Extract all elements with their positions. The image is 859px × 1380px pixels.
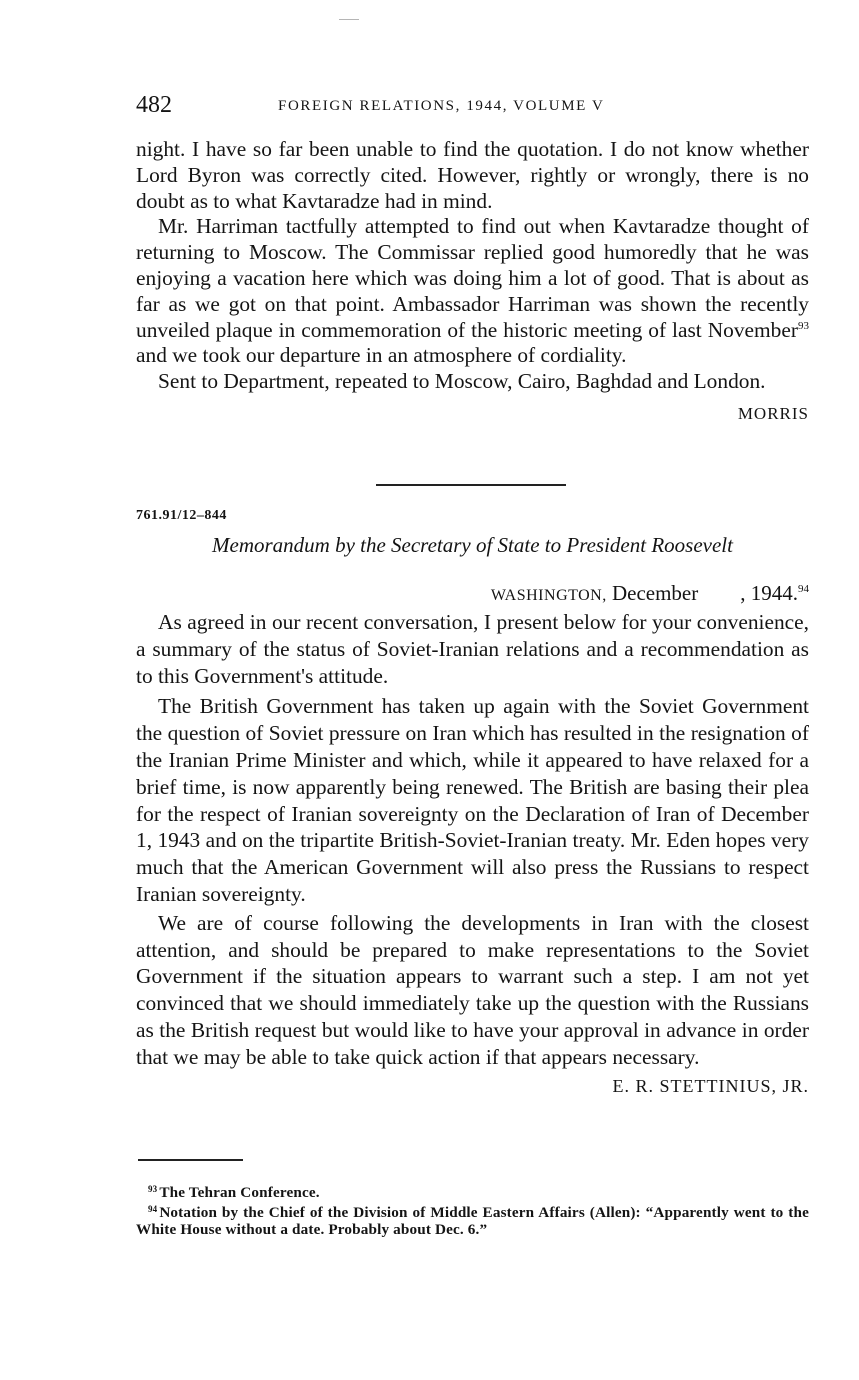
footnote-text-93: The Tehran Conference.	[159, 1184, 320, 1201]
memo-paragraph-1: As agreed in our recent conversation, I present below for your convenience, a summary of the status of Soviet-Iranian relations and a recommendation as to this Government's attitude.	[136, 610, 809, 688]
footnotes	[136, 1181, 809, 1238]
footnote-ref-93: 93	[798, 319, 809, 332]
footnote-rule	[138, 1159, 243, 1161]
document-title: Memorandum by the Secretary of State to President Roosevelt	[212, 533, 733, 557]
footnote-marker-93: 93	[148, 1184, 158, 1194]
footnote-93	[136, 1181, 809, 1201]
file-number: 761.91/12–844	[136, 508, 227, 523]
signature-stettinius: E. R. STETTINIUS, JR.	[612, 1075, 809, 1096]
continued-paragraph-3: Sent to Department, repeated to Moscow, Cairo, Baghdad and London.	[158, 369, 766, 394]
continued-paragraph-2-tail: and we took our departure in an atmosphere of cordiality.	[136, 343, 627, 368]
running-head: FOREIGN RELATIONS, 1944, VOLUME V	[278, 98, 605, 114]
continued-paragraph-1: night. I have so far been unable to find the quotation. I do not know whether Lord Byron was correctly cited. However, rightly or wrongly, there is no doubt as to what Kavtaradze had in mind.	[136, 137, 809, 213]
continued-paragraph-2	[136, 214, 809, 369]
memo-paragraph-2: The British Government has taken up again with the Soviet Government the question of Soviet pressure on Iran which has resulted in the resignation of the Iranian Prime Minister and which, while it appeared to have relaxed for a brief time, is now apparently being renewed. The British are basing their plea for the respect of Iranian sovereignty on the Declaration of Iran of December 1, 1943 and on the tripartite British-Soviet-Iranian treaty. Mr. Eden hopes very much that the American Government will also press the Russians to respect Iranian sovereignty.	[136, 694, 809, 906]
dateline	[136, 581, 809, 606]
dateline-date: December , 1944.	[611, 581, 798, 605]
footnote-marker-94: 94	[148, 1204, 158, 1214]
continued-paragraph-2-text: Mr. Harriman tactfully attempted to find out when Kavtaradze thought of returning to Moscow. The Commissar replied good humoredly that he was enjoying a vacation here which was doing him a lot of good. That is about as far as we got on that point. Ambassador Harriman was shown the recently unveiled plaque in commemoration of the historic meeting of last November	[136, 214, 809, 342]
footnote-94	[136, 1201, 809, 1238]
section-divider	[376, 484, 566, 486]
dateline-place: WASHINGTON,	[490, 587, 607, 604]
memo-paragraph-3: We are of course following the developments in Iran with the closest attention, and should be prepared to make representations to the Soviet Government if the situation appears to warrant such a step. I am not yet convinced that we should immediately take up the question with the Russians as the British request but would like to have your approval in advance in order that we may be able to take quick action if that appears necessary.	[136, 910, 809, 1069]
page-header	[136, 92, 809, 120]
continued-text	[136, 137, 809, 427]
signature-morris: MORRIS	[737, 403, 809, 423]
footnote-text-94: Notation by the Chief of the Division of Middle Eastern Affairs (Allen): “Apparently went to the White House without a date. Probably about Dec. 6.”	[136, 1204, 809, 1238]
memo-body	[136, 609, 809, 1099]
top-edge-mark	[339, 19, 359, 20]
footnote-ref-94: 94	[798, 583, 809, 595]
page-number: 482	[136, 92, 172, 118]
